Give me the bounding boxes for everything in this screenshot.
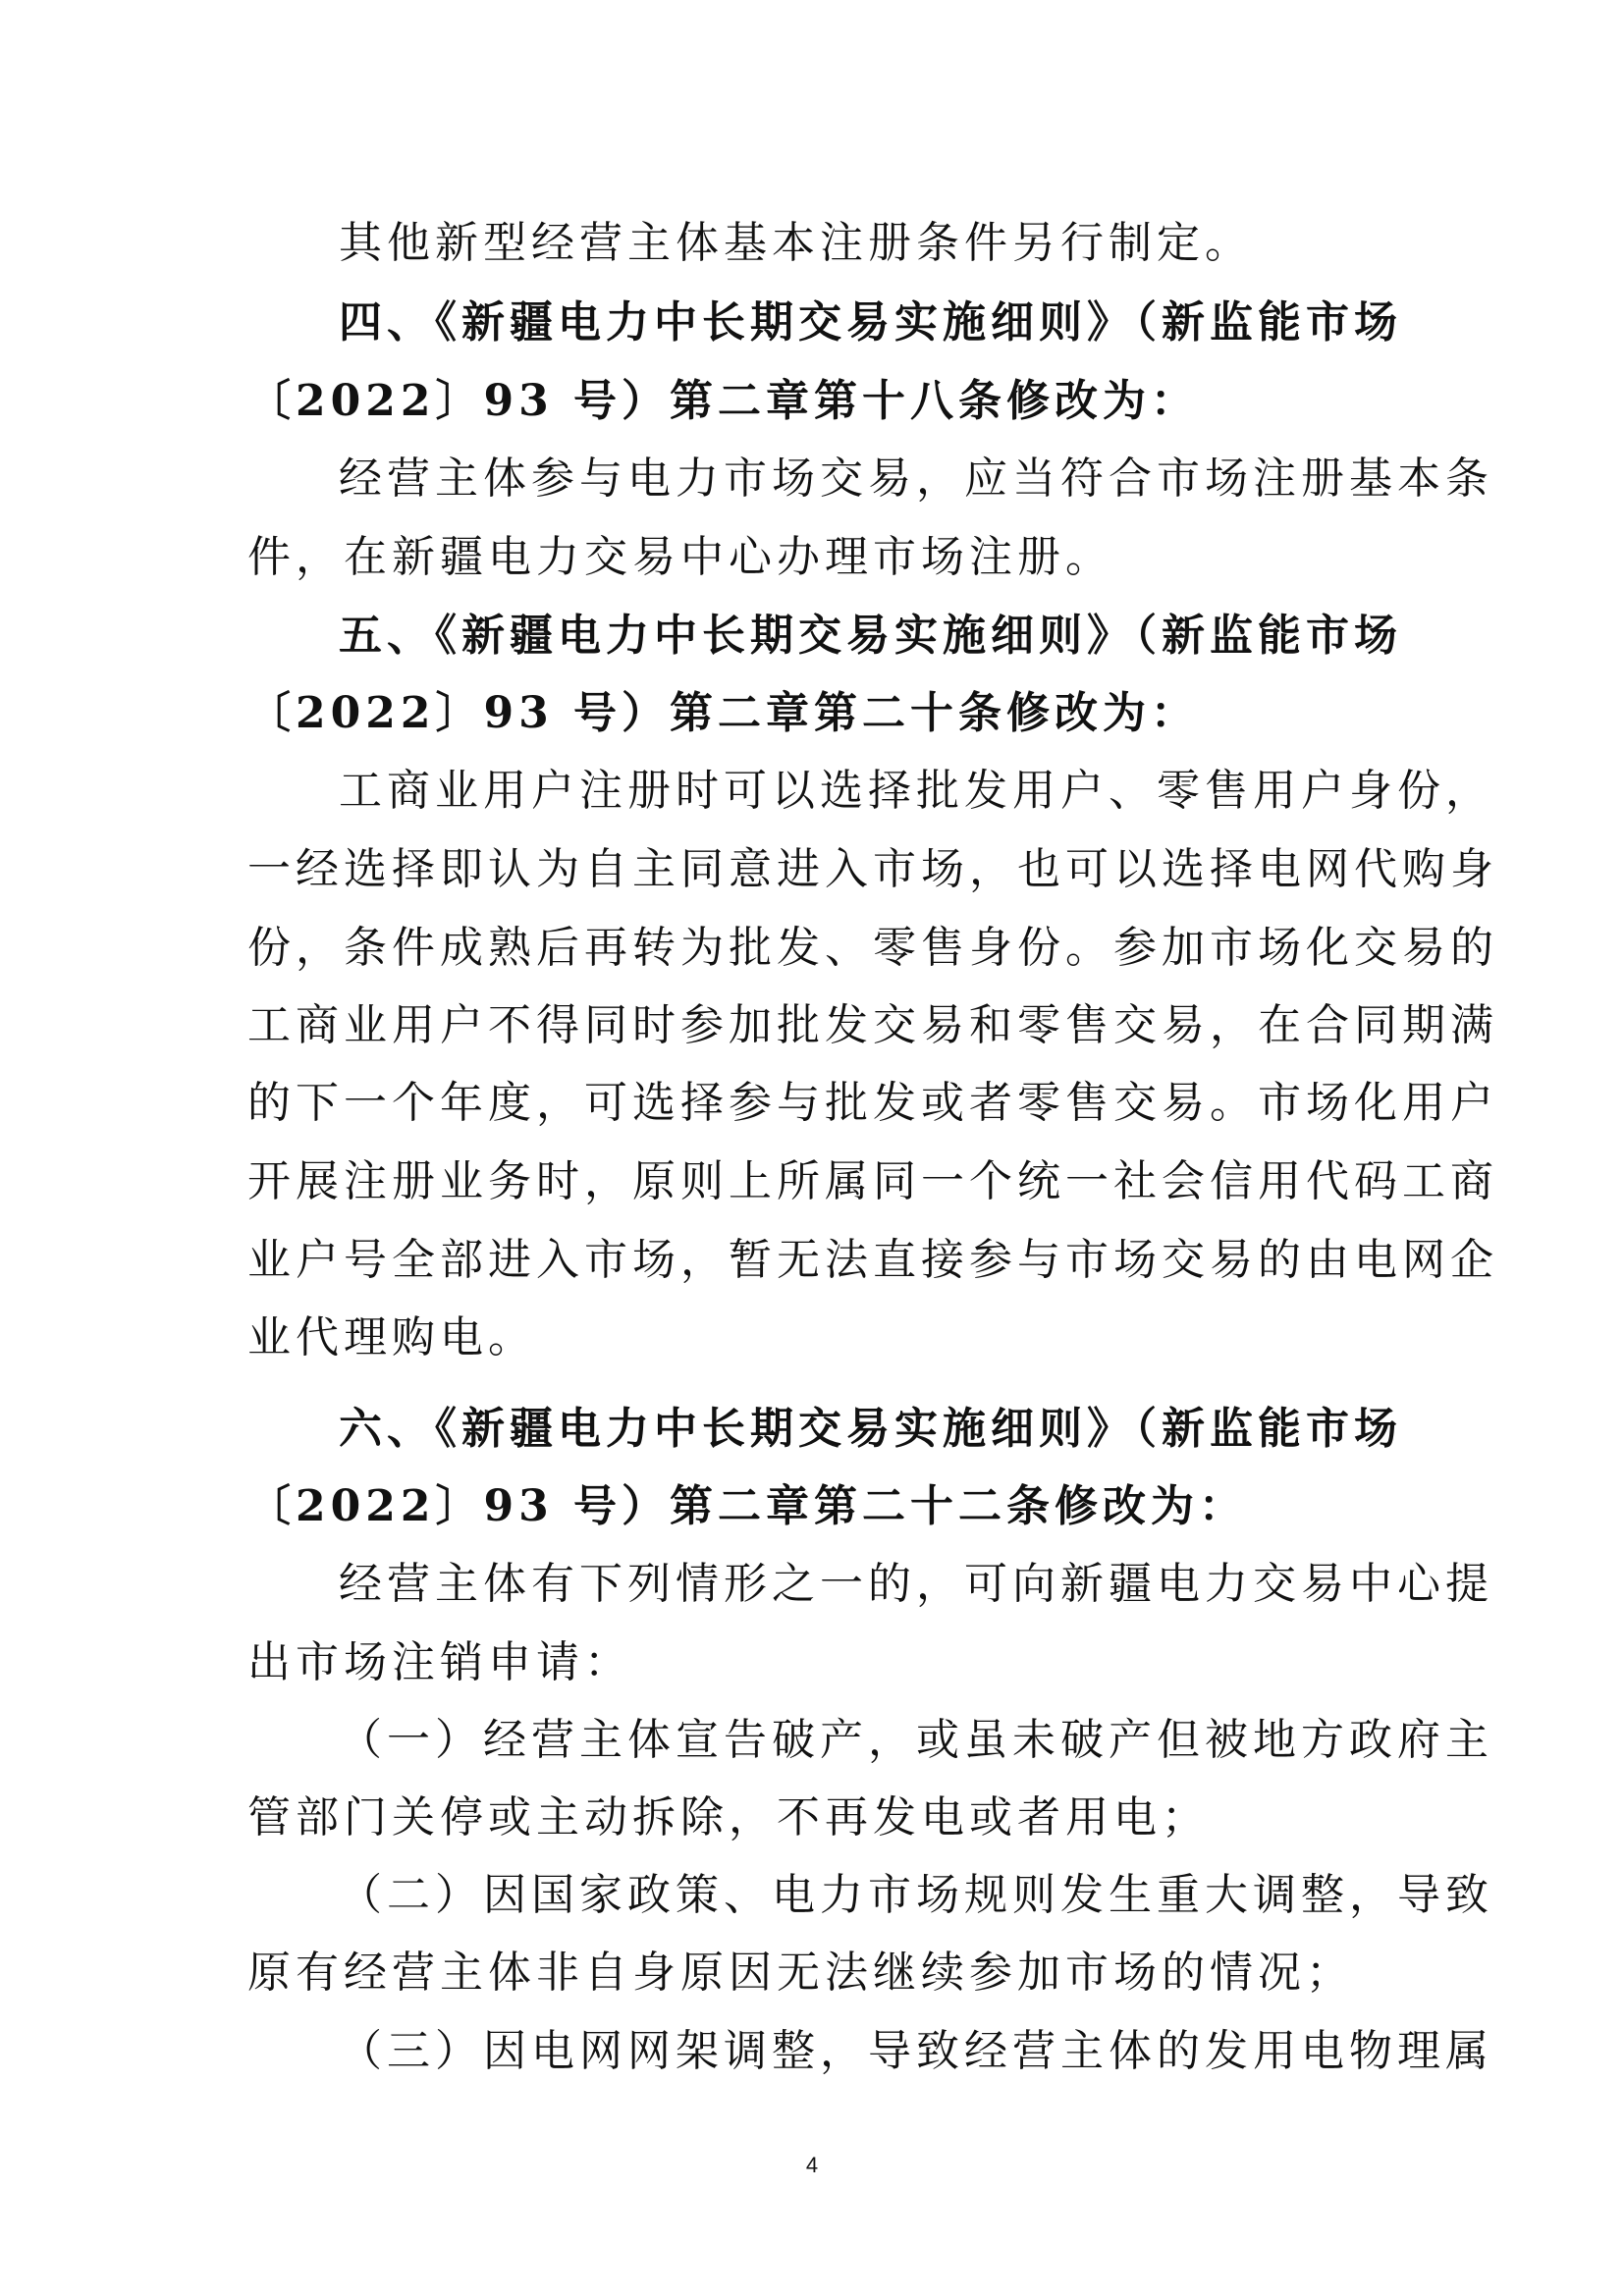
body-text-line: 业代理购电。 (247, 1312, 536, 1362)
page-number: 4 (805, 2153, 819, 2177)
body-text-line: 经营主体参与电力市场交易，应当符合市场注册基本条 (339, 454, 1493, 504)
section-heading-line: 六、《新疆电力中长期交易实施细则》（新监能市场 (339, 1404, 1402, 1454)
list-item-line: 原有经营主体非自身原因无法继续参加市场的情况； (247, 1948, 1354, 1998)
body-text-line: 工商业用户注册时可以选择批发用户、零售用户身份， (339, 766, 1493, 816)
body-text-line: 开展注册业务时，原则上所属同一个统一社会信用代码工商 (247, 1156, 1498, 1206)
section-heading-line: 五、《新疆电力中长期交易实施细则》（新监能市场 (339, 611, 1402, 661)
body-text-line: 件，在新疆电力交易中心办理市场注册。 (247, 532, 1113, 582)
list-item-line: 管部门关停或主动拆除，不再发电或者用电； (247, 1792, 1210, 1842)
body-text-line: 其他新型经营主体基本注册条件另行制定。 (339, 218, 1253, 268)
body-text-line: 一经选择即认为自主同意进入市场，也可以选择电网代购身 (247, 844, 1498, 894)
body-text-line: 出市场注销申请： (247, 1637, 632, 1687)
section-heading-line: 〔2022〕93 号）第二章第二十条修改为： (247, 688, 1200, 738)
body-text-line: 的下一个年度，可选择参与批发或者零售交易。市场化用户 (247, 1078, 1498, 1128)
body-text-line: 工商业用户不得同时参加批发交易和零售交易，在合同期满 (247, 1000, 1498, 1050)
section-heading-line: 〔2022〕93 号）第二章第二十二条修改为： (247, 1481, 1248, 1531)
body-text-line: 业户号全部进入市场，暂无法直接参与市场交易的由电网企 (247, 1235, 1498, 1285)
section-heading-line: 〔2022〕93 号）第二章第十八条修改为： (247, 376, 1200, 426)
section-heading-line: 四、《新疆电力中长期交易实施细则》（新监能市场 (339, 297, 1402, 347)
body-text-line: 经营主体有下列情形之一的，可向新疆电力交易中心提 (339, 1559, 1493, 1609)
list-item-line: （二）因国家政策、电力市场规则发生重大调整，导致 (339, 1870, 1493, 1920)
list-item-line: （一）经营主体宣告破产，或虽未破产但被地方政府主 (339, 1715, 1493, 1765)
body-text-line: 份，条件成熟后再转为批发、零售身份。参加市场化交易的 (247, 923, 1498, 973)
list-item-line: （三）因电网网架调整，导致经营主体的发用电物理属 (339, 2026, 1493, 2076)
